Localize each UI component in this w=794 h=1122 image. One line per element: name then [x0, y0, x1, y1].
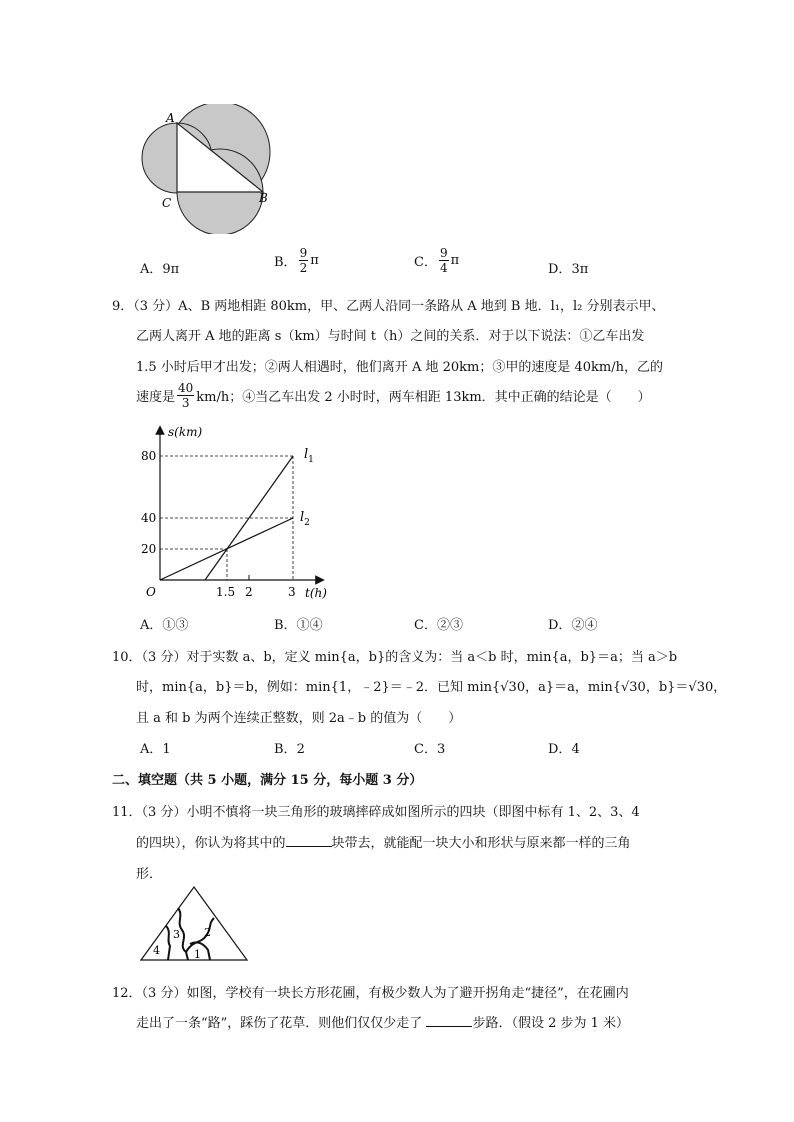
q10-line-1: 10．（3 分）对于实数 a、b，定义 min{a，b}的含义为：当 a＜b 时，min{a，b}＝a；当 a＞b	[112, 650, 678, 665]
q9-line-3: 1.5 小时后甲才出发；②两人相遇时，他们离开 A 地 20km；③甲的速度是 40km/h，乙的	[136, 360, 663, 375]
piece-2: 2	[204, 926, 211, 939]
piece-1: 1	[194, 948, 201, 961]
q8-option-b[interactable]: B． $\frac{9}{2}$ π	[274, 246, 319, 275]
line-l2	[160, 518, 293, 580]
section-heading: 二、填空题（共 5 小题，满分 15 分，每小题 3 分）	[112, 773, 423, 788]
x-tick-1-5: 1.5	[216, 585, 236, 599]
q11-line-1: 11．（3 分）小明不慎将一块三角形的玻璃摔碎成如图所示的四块（即图中标有 1、2、3、4	[112, 805, 640, 820]
q8-option-c[interactable]: C． $\frac{9}{4}$ π	[414, 246, 460, 275]
q12-answer-blank[interactable]	[426, 1014, 472, 1027]
q9-line-4: 速度是 $\frac{40}{3}$ km/h；④当乙车出发 2 小时时，两车相距 13km．其中正确的结论是（ ）	[136, 381, 651, 410]
q8-option-d[interactable]: D．3π	[548, 262, 589, 277]
piece-4: 4	[153, 944, 160, 957]
q12-line-2: 走出了一条“路”，踩伤了花草．则他们仅仅少走了 步路．（假设 2 步为 1 米）	[136, 1016, 630, 1031]
y-tick-80: 80	[141, 449, 157, 463]
x-tick-3: 3	[288, 585, 296, 599]
x-tick-2: 2	[245, 585, 253, 599]
q10-line-3: 且 a 和 b 为两个连续正整数，则 2a﹣b 的值为（ ）	[136, 711, 462, 726]
label-b: B	[259, 191, 268, 205]
q10-option-b[interactable]: B．2	[274, 742, 305, 757]
q8-option-a[interactable]: A．9π	[140, 262, 180, 277]
q9-graph	[138, 424, 338, 606]
q11-line-2: 的四块），你认为将其中的 块带去，就能配一块大小和形状与原来都一样的三角	[136, 836, 631, 851]
q9-option-c[interactable]: C．②③	[414, 618, 463, 633]
x-axis-label: t(h)	[305, 586, 327, 600]
q8-figure	[136, 104, 286, 234]
q10-line-2: 时，min{a，b}＝b，例如：min{1，﹣2}＝﹣2．已知 min{√30，a}＝a，min{√30，b}＝√30，	[136, 680, 727, 695]
line-l1	[205, 456, 293, 580]
q9-option-a[interactable]: A．①③	[140, 618, 189, 633]
q9-option-b[interactable]: B．①④	[274, 618, 323, 633]
label-c: C	[162, 196, 172, 210]
q10-option-c[interactable]: C．3	[414, 742, 446, 757]
l2-label: $l_2$	[300, 510, 310, 528]
q11-line-3: 形．	[136, 867, 163, 882]
q9-option-d[interactable]: D．②④	[548, 618, 598, 633]
piece-3: 3	[173, 928, 180, 941]
label-a: A	[166, 111, 175, 125]
q11-figure	[138, 884, 250, 964]
l1-label: $l_1$	[304, 447, 314, 465]
q9-line-2: 乙两人离开 A 地的距离 s（km）与时间 t（h）之间的关系．对于以下说法：①乙车出发	[136, 329, 645, 344]
q9-line-1: 9．（3 分）A、B 两地相距 80km，甲、乙两人沿同一条路从 A 地到 B 地．l₁，l₂ 分别表示甲、	[112, 299, 665, 314]
q10-option-a[interactable]: A．1	[140, 742, 171, 757]
y-axis-label: s(km)	[168, 425, 203, 439]
y-tick-40: 40	[141, 511, 157, 525]
origin-label: O	[146, 585, 156, 599]
q11-answer-blank[interactable]	[286, 834, 332, 847]
y-tick-20: 20	[141, 542, 157, 556]
q12-line-1: 12．（3 分）如图，学校有一块长方形花圃，有极少数人为了避开拐角走“捷径”，在花圃内	[112, 986, 629, 1001]
q10-option-d[interactable]: D．4	[548, 742, 580, 757]
